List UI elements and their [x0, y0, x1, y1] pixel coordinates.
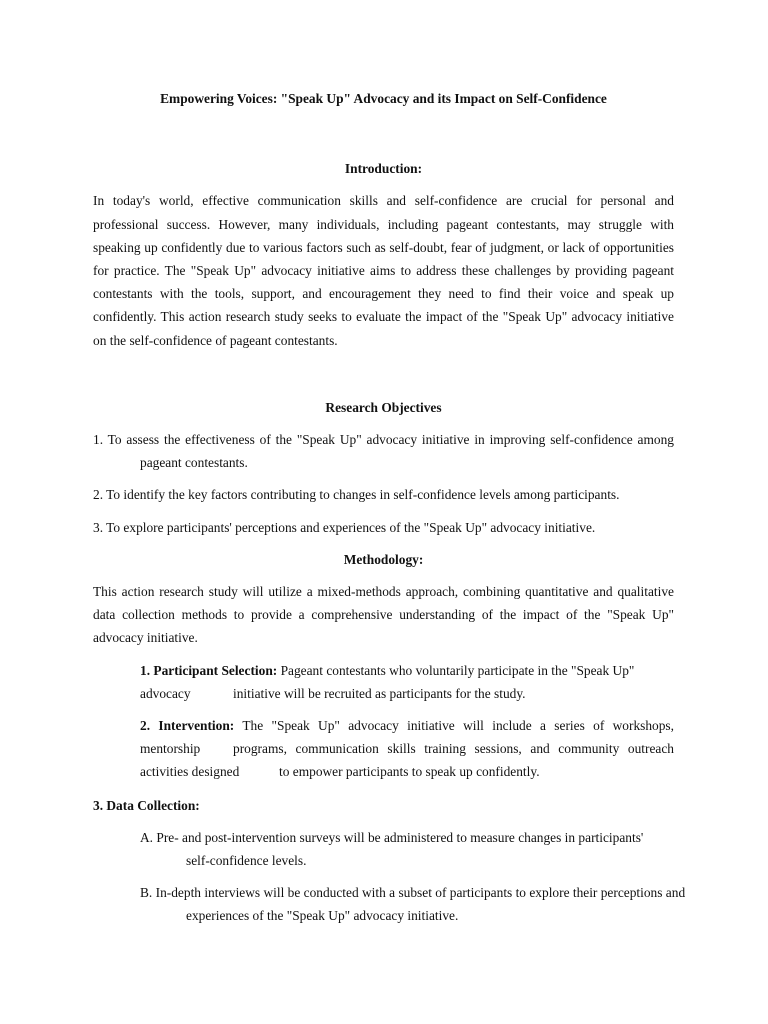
intervention-line-3	[140, 760, 674, 783]
intervention-item	[140, 714, 674, 784]
intervention-text-2a: mentorship	[140, 741, 201, 757]
participant-selection-text-2b: initiative will be recruited as participants for the study.	[233, 685, 526, 701]
data-collection-item-a: A. Pre- and post-intervention surveys will be administered to measure changes in participants' self-confidence levels.	[140, 829, 644, 869]
intervention-text-2b: programs, communication skills training sessions, and community outreach	[233, 741, 674, 757]
intervention-text: The "Speak Up" advocacy initiative will include a series of workshops,	[234, 718, 674, 734]
objectives-heading: Research Objectives	[325, 399, 442, 415]
methodology-heading: Methodology:	[343, 551, 424, 567]
introduction-paragraph: In today's world, effective communication skills and self-confidence are crucial for personal and professional success. However, many individuals, including pageant contestants, may struggle with speaking up confidently due to various factors such as self-doubt, fear of judgment, or lack of opportunities for practice. The "Speak Up" advocacy initiative aims to address these challenges by providing pageant contestants with the tools, support, and encouragement they need to find their voice and speak up confidently. This action research study seeks to evaluate the impact of the "Speak Up" advocacy initiative on the self-confidence of pageant contestants.	[93, 193, 674, 348]
participant-selection-label: 1. Participant Selection:	[140, 662, 278, 678]
intervention-line-1	[140, 714, 674, 737]
objective-item-3: 3. To explore participants' perceptions and experiences of the "Speak Up" advocacy initiative.	[93, 519, 596, 535]
intervention-label: 2. Intervention:	[140, 718, 235, 734]
objective-item-1: 1. To assess the effectiveness of the "Speak Up" advocacy initiative in improving self-confidence among pageant contestants.	[93, 432, 674, 471]
data-collection-item-b: B. In-depth interviews will be conducted with a subset of participants to explore their perceptions and experiences of the "Speak Up" advocacy initiative.	[140, 885, 686, 924]
participant-selection-text-2a: advocacy	[140, 685, 191, 701]
intervention-line-2	[140, 737, 674, 760]
objective-item-2: 2. To identify the key factors contributing to changes in self-confidence levels among participants.	[93, 487, 620, 503]
document-title: Empowering Voices: "Speak Up" Advocacy and its Impact on Self-Confidence	[160, 91, 607, 106]
introduction-heading: Introduction:	[344, 161, 423, 177]
data-collection-heading: 3. Data Collection:	[93, 797, 200, 813]
participant-selection-text: Pageant contestants who voluntarily participate in the "Speak Up"	[277, 662, 635, 678]
intervention-text-3b: to empower participants to speak up confidently.	[279, 764, 540, 780]
document-body	[93, 87, 686, 937]
intervention-text-3a: activities designed	[140, 764, 240, 780]
methodology-paragraph: This action research study will utilize a mixed-methods approach, combining quantitative and qualitative data collection methods to provide a comprehensive understanding of the impact of the "Speak Up" advocacy initiative.	[93, 584, 674, 646]
participant-selection-item	[140, 659, 674, 705]
